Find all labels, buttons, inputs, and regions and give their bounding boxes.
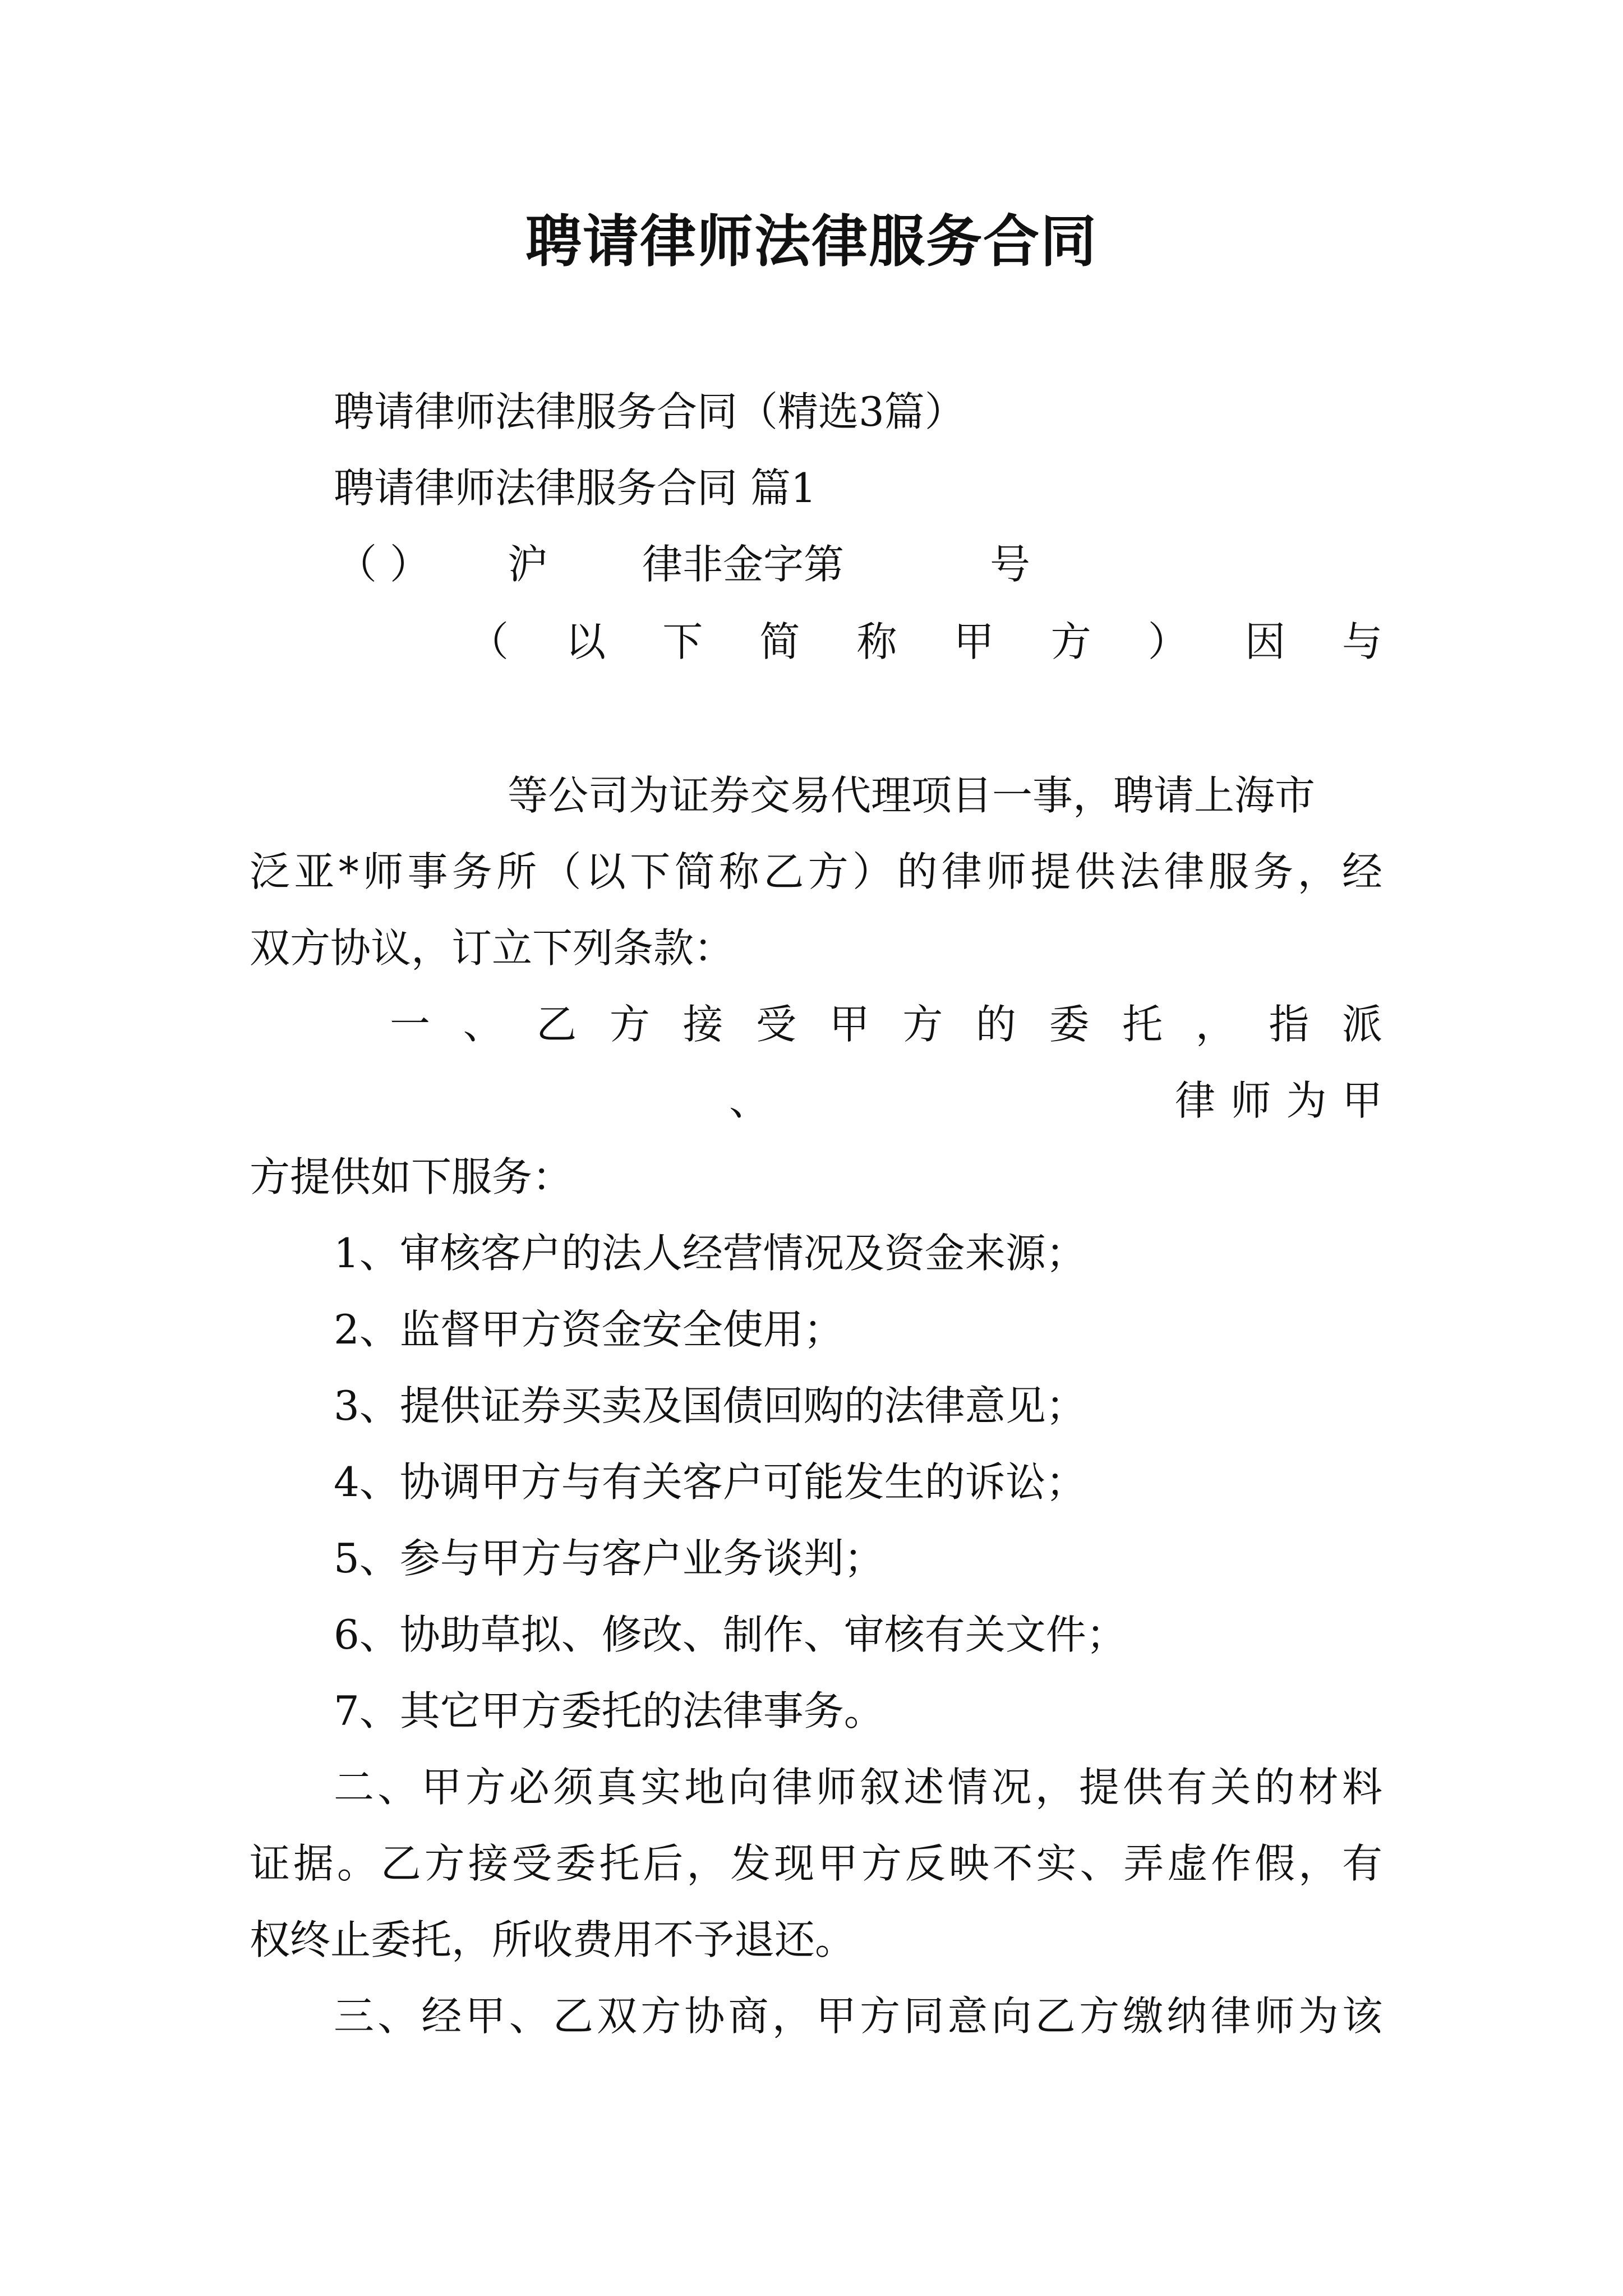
service-item: 2、监督甲方资金安全使用； bbox=[334, 1306, 844, 1353]
clause3-line-1: 三、经甲、乙双方协商，甲方同意向乙方缴纳律师为该 bbox=[334, 1993, 1382, 2040]
intro-char: ） bbox=[1147, 618, 1188, 665]
clause1-char: 托 bbox=[1122, 1001, 1163, 1048]
intro-char: 下 bbox=[662, 618, 703, 665]
service-item: 7、其它甲方委托的法律事务。 bbox=[334, 1687, 884, 1734]
clause1-char: 、 bbox=[463, 1001, 504, 1048]
clause1-tail-char: 律 bbox=[1175, 1077, 1216, 1124]
clause1-char: ， bbox=[1195, 1001, 1236, 1048]
contract-no-paren: （ ） bbox=[336, 541, 430, 588]
intro-spaced-line bbox=[468, 618, 1382, 665]
clause1-tail-char: 师 bbox=[1230, 1077, 1271, 1124]
service-item: 5、参与甲方与客户业务谈判； bbox=[334, 1535, 884, 1582]
clause1-tail-char: 甲 bbox=[1341, 1077, 1382, 1124]
intro-line-3: 双方协议，订立下列条款： bbox=[250, 924, 735, 972]
intro-char: 简 bbox=[759, 618, 800, 665]
clause1-char: 一 bbox=[390, 1001, 431, 1048]
intro-char: 方 bbox=[1050, 618, 1091, 665]
clause1-tail-char: 为 bbox=[1286, 1077, 1327, 1124]
intro-char: 以 bbox=[565, 618, 606, 665]
intro-char: 与 bbox=[1341, 618, 1382, 665]
intro-char: 称 bbox=[856, 618, 897, 665]
intro-char: 因 bbox=[1244, 618, 1285, 665]
clause1-char: 受 bbox=[756, 1001, 797, 1048]
clause1-char: 乙 bbox=[536, 1001, 577, 1048]
clause2-line-2: 证据。乙方接受委托后，发现甲方反映不实、弄虚作假，有 bbox=[250, 1840, 1382, 1887]
intro-line-2: 泛亚*师事务所（以下简称乙方）的律师提供法律服务，经 bbox=[250, 848, 1382, 895]
intro-line-1: 等公司为证券交易代理项目一事，聘请上海市 bbox=[508, 772, 1316, 819]
contract-no-hu: 沪 bbox=[508, 541, 548, 588]
service-item: 3、提供证券买卖及国债回购的法律意见； bbox=[334, 1382, 1086, 1429]
service-item: 4、协调甲方与有关客户可能发生的诉讼； bbox=[334, 1458, 1086, 1506]
intro-char: 甲 bbox=[953, 618, 994, 665]
document-title: 聘请律师法律服务合同 bbox=[525, 209, 1098, 274]
clause1-char: 甲 bbox=[829, 1001, 870, 1048]
document-subtitle: 聘请律师法律服务合同（精选3篇） bbox=[334, 388, 965, 435]
clause1-line3: 方提供如下服务： bbox=[250, 1153, 573, 1200]
clause1-char: 方 bbox=[902, 1001, 943, 1048]
clause1-dun: 、 bbox=[729, 1077, 770, 1124]
clause1-char: 接 bbox=[683, 1001, 723, 1048]
clause1-char: 指 bbox=[1269, 1001, 1310, 1048]
clause1-char: 方 bbox=[609, 1001, 650, 1048]
intro-char: （ bbox=[468, 618, 509, 665]
contract-no-mid: 律非金字第 bbox=[642, 541, 845, 588]
clause1-char: 派 bbox=[1341, 1001, 1382, 1048]
service-item: 6、协助草拟、修改、制作、审核有关文件； bbox=[334, 1611, 1127, 1658]
clause2-line-1: 二、甲方必须真实地向律师叙述情况，提供有关的材料 bbox=[334, 1764, 1382, 1811]
clause2-line-3: 权终止委托，所收费用不予退还。 bbox=[250, 1916, 856, 1963]
section-heading: 聘请律师法律服务合同 篇1 bbox=[334, 464, 817, 512]
contract-no-hao: 号 bbox=[990, 541, 1031, 588]
clause1-spaced-line bbox=[390, 1001, 1382, 1048]
service-item: 1、审核客户的法人经营情况及资金来源； bbox=[334, 1230, 1086, 1277]
clause1-char: 的 bbox=[975, 1001, 1016, 1048]
clause1-char: 委 bbox=[1049, 1001, 1090, 1048]
clause1-tail bbox=[1175, 1077, 1382, 1124]
